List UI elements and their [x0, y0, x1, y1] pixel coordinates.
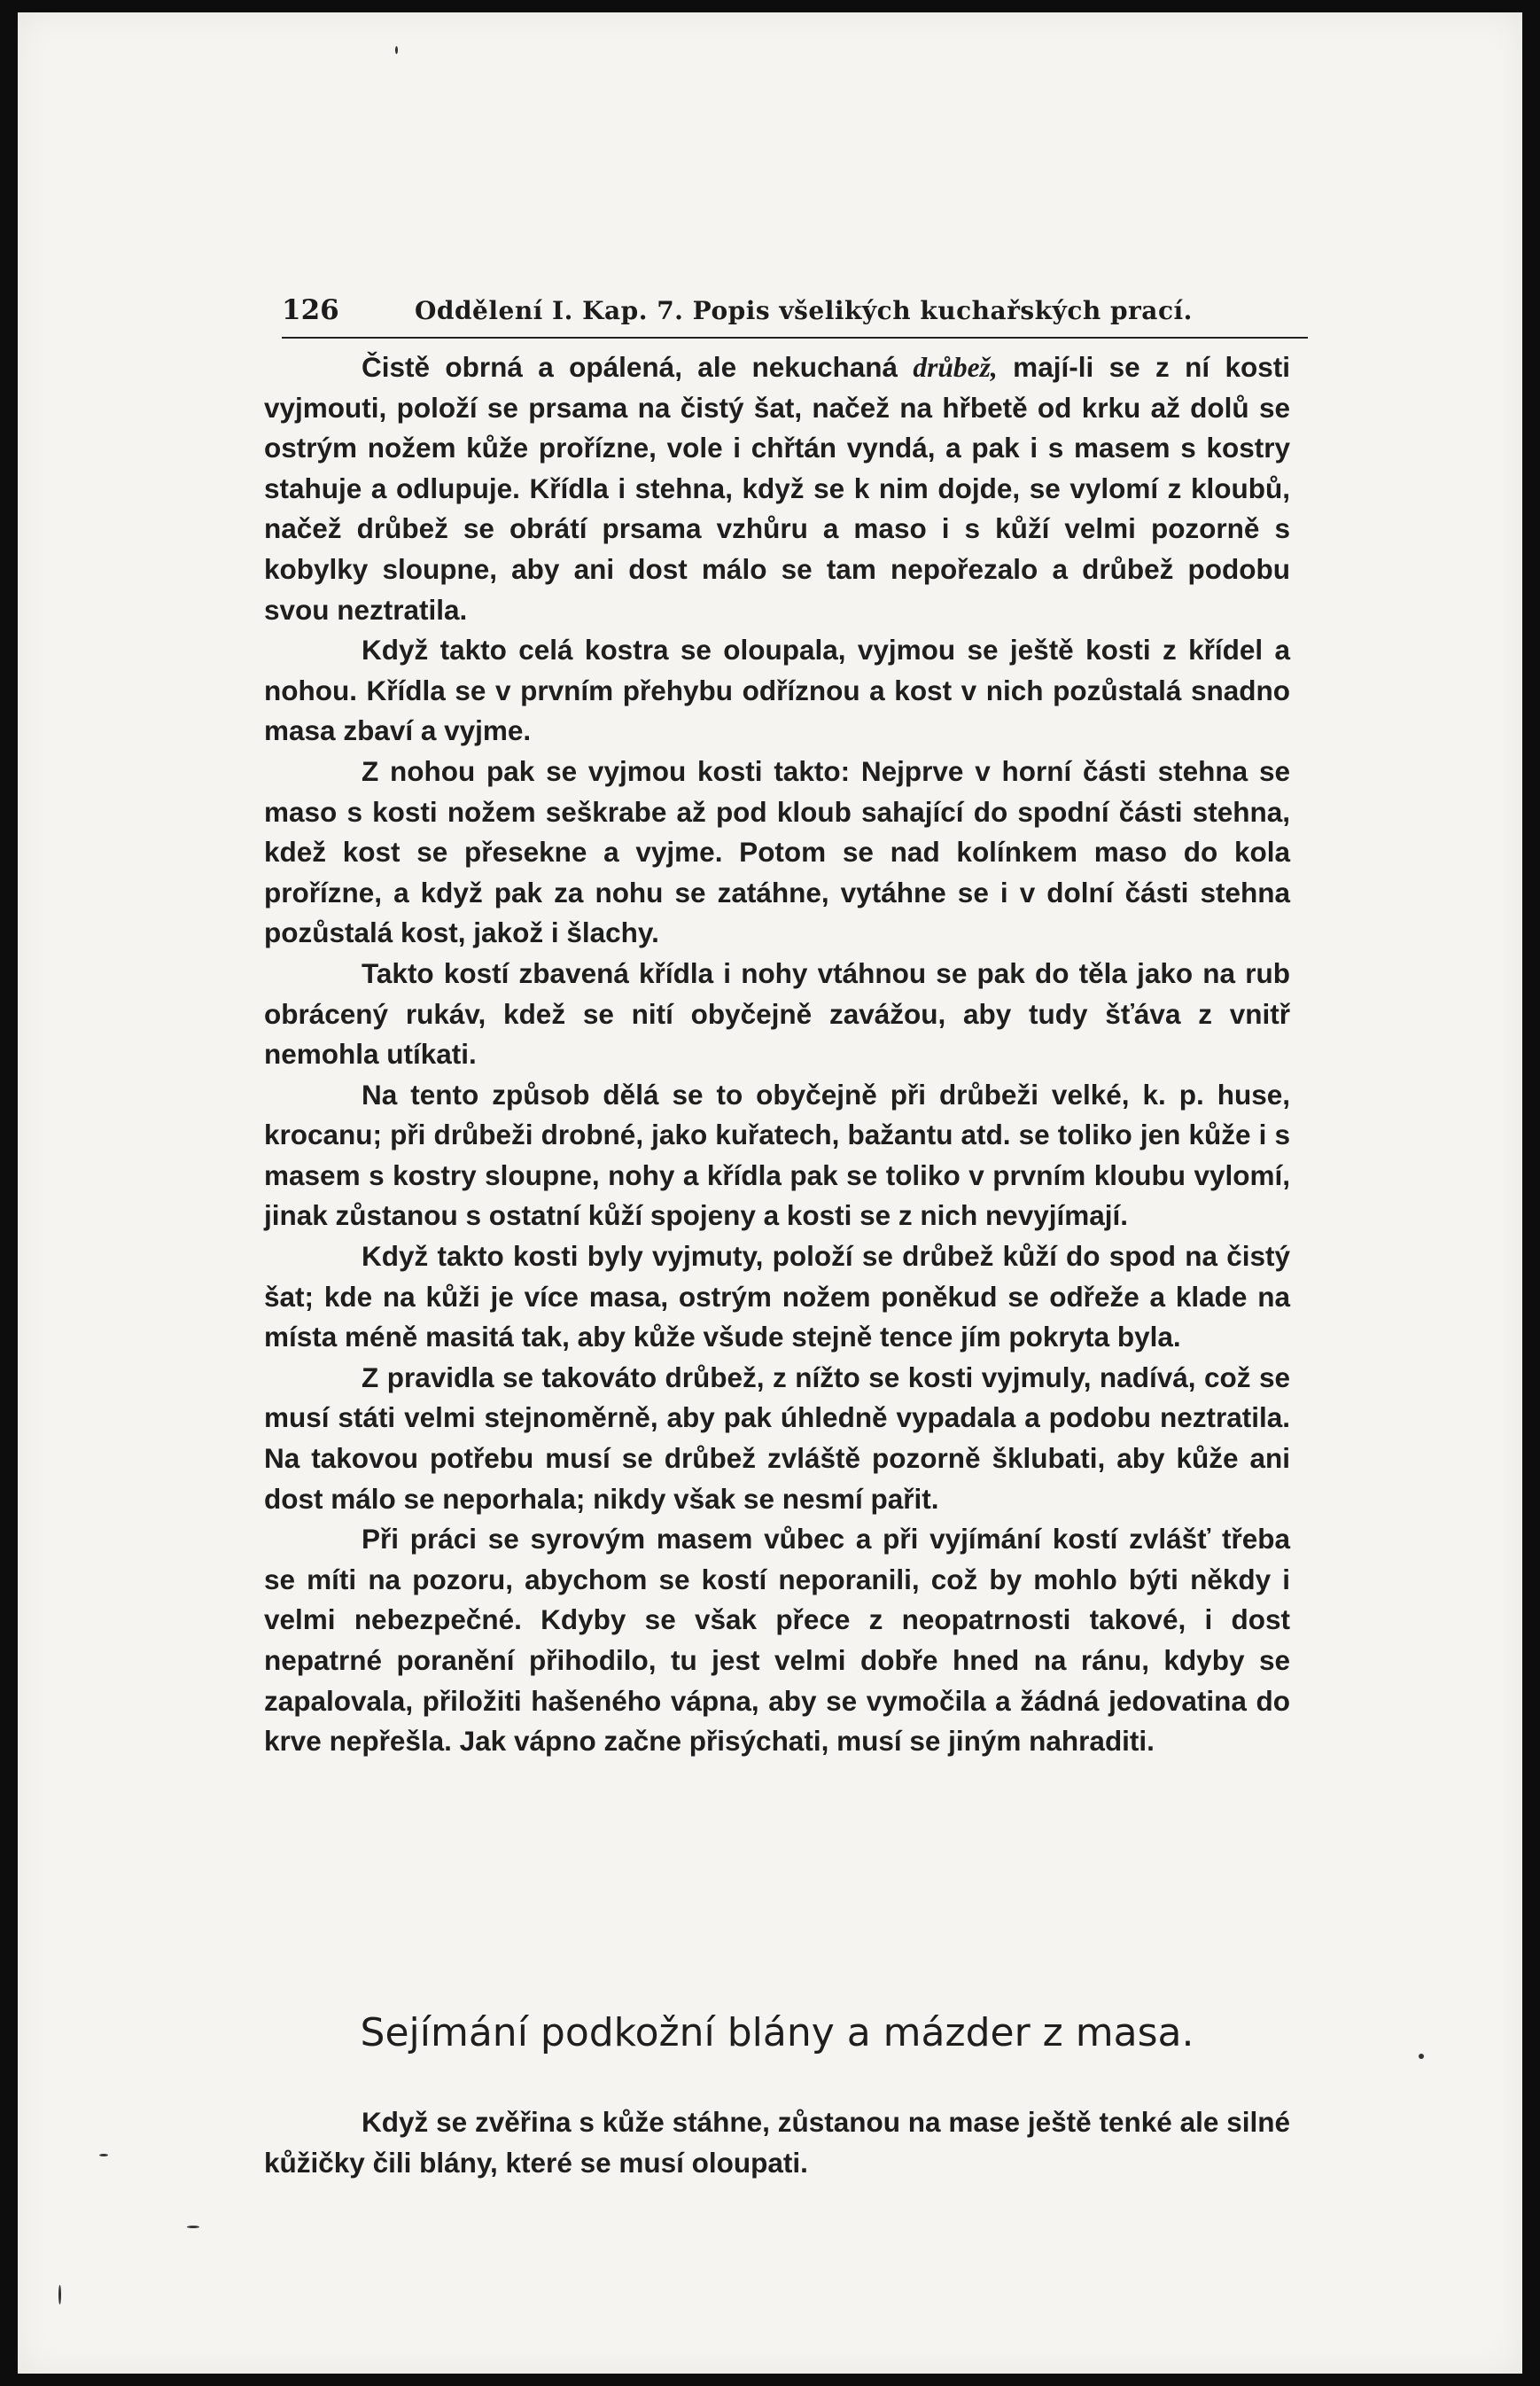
- paragraph-3: Z nohou pak se vyjmou kosti takto: Nejprve v horní části stehna se maso s kosti nožem seškrabe až pod kloub sahající do spodní části stehna, kdež kost se přesekne a vyjme. Potom se nad kolínkem maso do kola proříznе, a když pak za nohu se zatáhne, vytáhne se i v dolní části stehna pozůstalá kost, jakož i šlachy.: [264, 754, 1290, 949]
- body-text: [264, 347, 1290, 1762]
- paragraph-4: Takto kostí zbavená křídla i nohy vtáhnou se pak do těla jako na rub obrácený rukáv, kdež se nití obyčejně zavážou, aby tudy šťáva z vnitř nemohla utíkati.: [264, 956, 1290, 1071]
- paragraph-2: Když takto celá kostra se oloupala, vyjmou se ještě kosti z křídel a nohou. Křídla se v prvním přehybu odříznou a kost v nich pozůstalá snadno masa zbaví a vyjme.: [264, 634, 1290, 747]
- scan-speck: [1419, 2054, 1424, 2059]
- emphasis-drubez: drůbež,: [913, 352, 998, 383]
- scan-speck: [187, 2226, 199, 2228]
- scan-speck: [395, 46, 398, 54]
- running-head: Oddělení I. Kap. 7. Popis všelikých kuchařských prací.: [415, 296, 1193, 325]
- section-heading: Sejímání podkožní blány a mázder z masa.: [360, 2010, 1194, 2055]
- scan-speck: [58, 2285, 61, 2304]
- page-number: 126: [282, 294, 339, 326]
- page-header: [282, 294, 1308, 339]
- paragraph-6: Když takto kosti byly vyjmuty, položí se drůbež kůží do spod na čistý šat; kde na kůži je více masa, ostrým nožem poněkud se odřeže a klade na místa méně masitá tak, aby kůže všude stejně tence jím pokryta byla.: [264, 1240, 1290, 1353]
- section-paragraph-1: Když se zvěřina s kůže stáhne, zůstanou na mase ještě tenké ale silné kůžičky čili blány, které se musí oloupati.: [264, 2106, 1290, 2179]
- section-body-text: [264, 2102, 1290, 2183]
- paragraph-5: Na tento způsob dělá se to obyčejně při drůbeži velké, k. p. huse, krocanu; při drůbeži drobné, jako kuřatech, bažantu atd. se toliko jen kůže i s masem s kostry sloupne, nohy a křídla pak se toliko v prvním kloubu vylomí, jinak zůstanou s ostatní kůží spojeny a kosti se z nich nevyjímají.: [264, 1078, 1290, 1232]
- scan-speck: [99, 2154, 108, 2156]
- paragraph-7: Z pravidla se takováto drůbež, z nížto se kosti vyjmuly, nadívá, což se musí státi velmi stejnoměrně, aby pak úhledně vypadala a podobu neztratila. Na takovou potřebu musí se drůbež zvláště pozorně šklubati, aby kůže ani dost málo se neporhala; nikdy však se nesmí pařit.: [264, 1361, 1290, 1515]
- paragraph-1: Čistě obrná a opálená, ale nekuchaná drůbež, mají-li se z ní kosti vyjmouti, položí se prsama na čistý šat, načež na hřbetě od krku až dolů se ostrým nožem kůže prořízne, vole i chřtán vyndá, a pak i s masem s kostry stahuje a odlupuje. Křídla i stehna, když se k nim dojde, se vylomí z kloubů, načež drůbež se obrátí prsama vzhůru a maso i s kůží velmi pozorně s kobylky sloupne, aby ani dost málo se tam nepořezalo a drůbež podobu svou neztratila.: [264, 351, 1290, 626]
- paragraph-8: Při práci se syrovým masem vůbec a při vyjímání kostí zvlášť třeba se míti na pozoru, abychom se kostí neporanili, což by mohlo býti někdy i velmi nebezpečné. Kdyby se však přece z neopatrnosti takové, i dost nepatrné poranění přihodilo, tu jest velmi dobře hned na ránu, kdyby se zapalovala, přiložiti hašeného vápna, aby se vymočila a žádná jedovatina do krve nepřešla. Jak vápno začne přisýchati, musí se jiným nahraditi.: [264, 1523, 1290, 1758]
